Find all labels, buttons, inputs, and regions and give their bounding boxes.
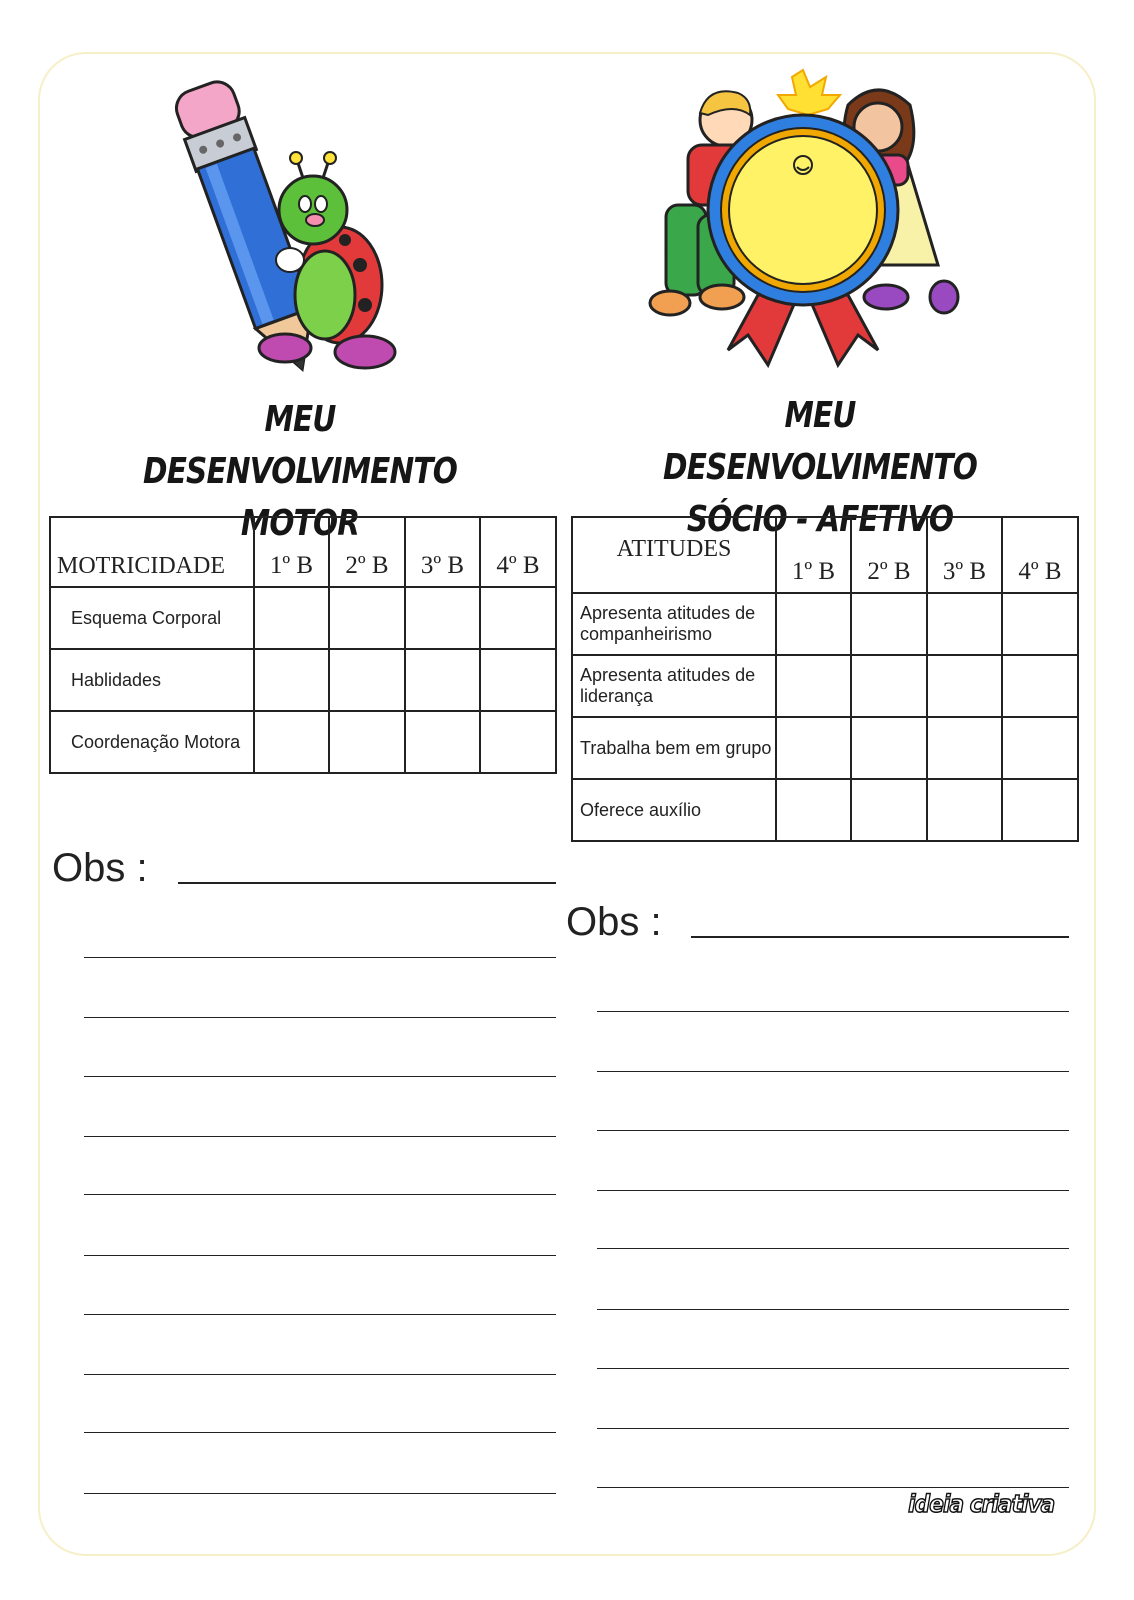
sun-burst-icon bbox=[778, 70, 840, 115]
column-header-2b: 2º B bbox=[851, 517, 927, 593]
motor-title-line1: MEU DESENVOLVIMENTO bbox=[143, 399, 457, 492]
grade-cell[interactable] bbox=[776, 655, 851, 717]
grade-cell[interactable] bbox=[254, 649, 329, 711]
grade-cell[interactable] bbox=[480, 649, 556, 711]
table-row bbox=[50, 649, 556, 711]
grade-cell[interactable] bbox=[480, 711, 556, 773]
right-obs-line[interactable] bbox=[597, 1309, 1069, 1310]
table-header-row bbox=[50, 517, 556, 587]
right-obs-line[interactable] bbox=[597, 1130, 1069, 1131]
row-label: Trabalha bem em grupo bbox=[572, 717, 776, 779]
grade-cell[interactable] bbox=[329, 711, 405, 773]
grade-cell[interactable] bbox=[405, 587, 480, 649]
column-header-3b: 3º B bbox=[405, 517, 480, 587]
left-obs-label: Obs : bbox=[52, 846, 148, 890]
column-header-4b: 4º B bbox=[1002, 517, 1078, 593]
column-header-1b: 1º B bbox=[254, 517, 329, 587]
grade-cell[interactable] bbox=[1002, 593, 1078, 655]
right-obs-line[interactable] bbox=[597, 1190, 1069, 1191]
grade-cell[interactable] bbox=[405, 711, 480, 773]
grade-cell[interactable] bbox=[927, 593, 1002, 655]
grade-cell[interactable] bbox=[329, 649, 405, 711]
column-header-1b: 1º B bbox=[776, 517, 851, 593]
grade-cell[interactable] bbox=[1002, 779, 1078, 841]
left-obs-line[interactable] bbox=[178, 882, 556, 884]
table-row bbox=[572, 717, 1078, 779]
left-obs-line[interactable] bbox=[84, 1136, 556, 1137]
table-row bbox=[50, 587, 556, 649]
row-label: Apresenta atitudes de companheirismo bbox=[572, 593, 776, 655]
table-header-row bbox=[572, 517, 1078, 593]
medal-icon bbox=[708, 115, 898, 305]
children-medal-illustration bbox=[648, 65, 968, 375]
grade-cell[interactable] bbox=[254, 711, 329, 773]
grade-cell[interactable] bbox=[776, 779, 851, 841]
row-label: Coordenação Motora bbox=[50, 711, 254, 773]
grade-cell[interactable] bbox=[776, 717, 851, 779]
grade-cell[interactable] bbox=[776, 593, 851, 655]
grade-cell[interactable] bbox=[851, 655, 927, 717]
row-label: Esquema Corporal bbox=[50, 587, 254, 649]
right-obs-line[interactable] bbox=[597, 1248, 1069, 1249]
right-obs-label: Obs : bbox=[566, 900, 662, 944]
left-obs-line[interactable] bbox=[84, 1432, 556, 1433]
grade-cell[interactable] bbox=[480, 587, 556, 649]
socio-title-line2: SÓCIO - AFETIVO bbox=[686, 499, 954, 540]
column-header-3b: 3º B bbox=[927, 517, 1002, 593]
motor-title-line2: MOTOR bbox=[240, 503, 360, 544]
grade-cell[interactable] bbox=[851, 717, 927, 779]
column-header-4b: 4º B bbox=[480, 517, 556, 587]
row-label: Apresenta atitudes de liderança bbox=[572, 655, 776, 717]
grade-cell[interactable] bbox=[927, 779, 1002, 841]
left-obs-line[interactable] bbox=[84, 1194, 556, 1195]
left-obs-line[interactable] bbox=[84, 1314, 556, 1315]
left-obs-line[interactable] bbox=[84, 957, 556, 958]
atitudes-table bbox=[571, 516, 1079, 842]
left-obs-line[interactable] bbox=[84, 1076, 556, 1077]
left-obs-line[interactable] bbox=[84, 1374, 556, 1375]
right-obs-line[interactable] bbox=[597, 1428, 1069, 1429]
grade-cell[interactable] bbox=[329, 587, 405, 649]
grade-cell[interactable] bbox=[1002, 717, 1078, 779]
table-row bbox=[572, 779, 1078, 841]
grade-cell[interactable] bbox=[1002, 655, 1078, 717]
brand-logo: ideia criativa bbox=[908, 1490, 1055, 1518]
right-obs-line[interactable] bbox=[597, 1011, 1069, 1012]
table-row bbox=[572, 655, 1078, 717]
table-row bbox=[50, 711, 556, 773]
grade-cell[interactable] bbox=[405, 649, 480, 711]
column-header-2b: 2º B bbox=[329, 517, 405, 587]
grade-cell[interactable] bbox=[851, 593, 927, 655]
right-obs-line[interactable] bbox=[597, 1487, 1069, 1488]
ladybug-icon bbox=[259, 152, 395, 368]
grade-cell[interactable] bbox=[927, 655, 1002, 717]
right-obs-line[interactable] bbox=[597, 1368, 1069, 1369]
pencil-ladybug-illustration bbox=[165, 80, 405, 385]
row-label: Oferece auxílio bbox=[572, 779, 776, 841]
right-obs-line[interactable] bbox=[691, 936, 1069, 938]
grade-cell[interactable] bbox=[851, 779, 927, 841]
grade-cell[interactable] bbox=[254, 587, 329, 649]
right-obs-line[interactable] bbox=[597, 1071, 1069, 1072]
row-label: Hablidades bbox=[50, 649, 254, 711]
motricidade-table bbox=[49, 516, 557, 774]
socio-title-line1: MEU DESENVOLVIMENTO bbox=[663, 395, 977, 488]
atitudes-header: ATITUDES bbox=[572, 517, 776, 593]
left-obs-line[interactable] bbox=[84, 1493, 556, 1494]
table-row bbox=[572, 593, 1078, 655]
left-obs-line[interactable] bbox=[84, 1255, 556, 1256]
grade-cell[interactable] bbox=[927, 717, 1002, 779]
left-obs-line[interactable] bbox=[84, 1017, 556, 1018]
motricidade-header: MOTRICIDADE bbox=[50, 517, 254, 587]
